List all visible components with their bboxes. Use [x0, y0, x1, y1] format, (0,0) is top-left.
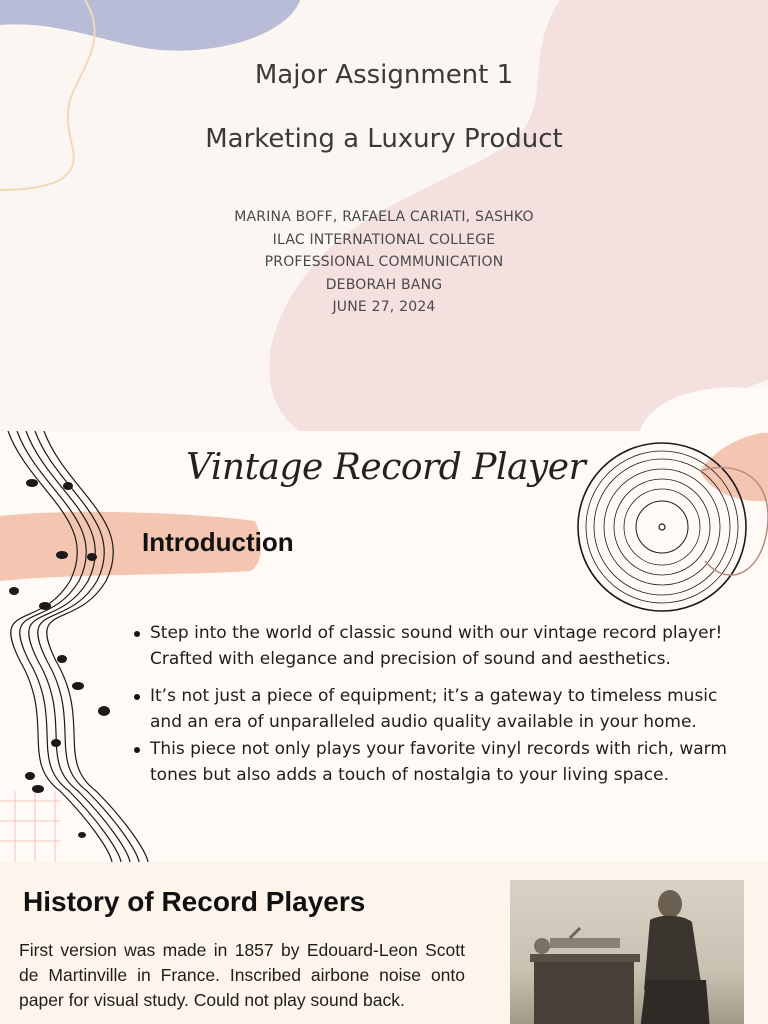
credit-college: ILAC INTERNATIONAL COLLEGE — [272, 231, 496, 248]
product-script-title: Vintage Record Player — [186, 447, 586, 488]
credit-course: PROFESSIONAL COMMUNICATION — [264, 254, 504, 270]
credit-instructor: DEBORAH BANG — [325, 276, 443, 293]
slide-subtitle: Marketing a Luxury Product — [205, 124, 563, 154]
history-heading: History of Record Players — [23, 886, 366, 917]
credit-authors: MARINA BOFF, RAFAELA CARIATI, SASHKO — [234, 209, 534, 225]
history-paragraph: First version was made in 1857 by Edouard-Leon Scott de Martinville in France. Inscribed airbone noise onto paper for visual study. Could not play sound back. — [19, 940, 465, 1010]
slide-title: Major Assignment 1 — [254, 60, 514, 90]
introduction-heading: Introduction — [142, 527, 294, 557]
credit-date: JUNE 27, 2024 — [332, 299, 436, 315]
credits-block — [0, 206, 768, 319]
intro-bullet-list — [150, 621, 730, 800]
grid-decoration — [0, 791, 60, 862]
bullet-item: It’s not just a piece of equipment; it’s a gateway to timeless music and an era of unparalleled audio quality available in your home. — [150, 684, 730, 735]
edison-phonograph-photo — [510, 880, 744, 1024]
music-staff-icon — [8, 431, 148, 862]
history-slide — [0, 862, 768, 1024]
introduction-slide — [0, 431, 768, 862]
title-slide — [0, 0, 768, 431]
bullet-item: Step into the world of classic sound with our vintage record player! Crafted with elegance and precision of sound and aesthetics. — [150, 621, 730, 672]
bullet-item: This piece not only plays your favorite vinyl records with rich, warm tones but also adds a touch of nostalgia to your living space. — [150, 737, 730, 788]
